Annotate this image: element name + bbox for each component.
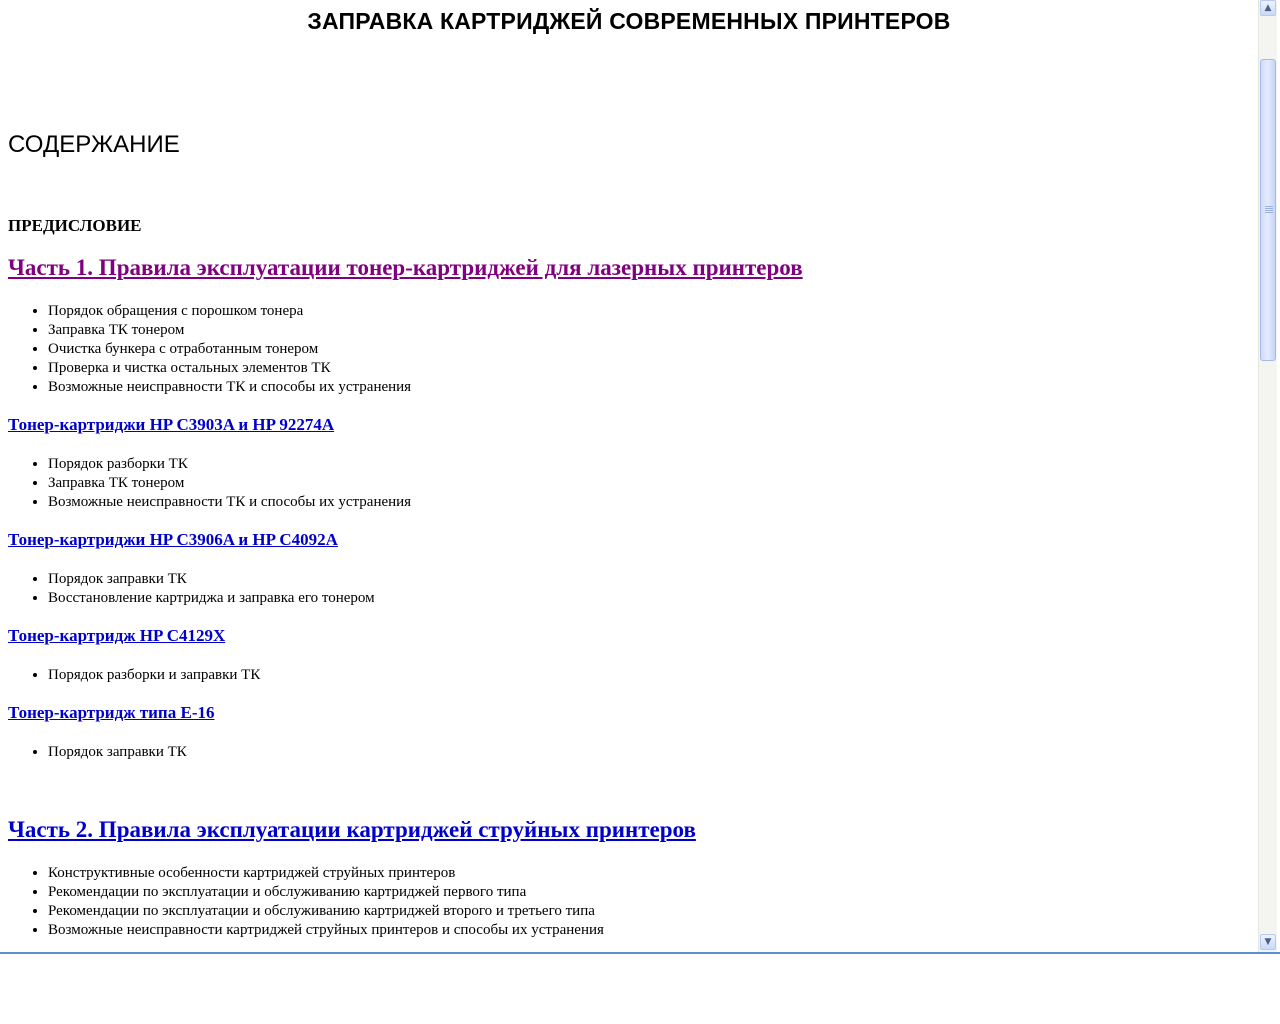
list-item: • Возможные неисправности картриджей струйных принтеров и способы их устранения [48, 921, 604, 940]
list-item: • Порядок разборки ТК [48, 455, 411, 474]
list-item: • Порядок заправки ТК [48, 743, 187, 762]
section-c3906a-list [0, 570, 375, 608]
list-item: • Конструктивные особенности картриджей струйных принтеров [48, 864, 604, 883]
scroll-up-button[interactable] [1260, 0, 1276, 16]
preface-heading: ПРЕДИСЛОВИЕ [8, 216, 142, 235]
section-link-c4129x[interactable]: Тонер-картридж HP C4129X [8, 626, 226, 645]
part1-link[interactable]: Часть 1. Правила эксплуатации тонер-картриджей для лазерных принтеров [8, 255, 803, 280]
list-item: • Заправка ТК тонером [48, 474, 411, 493]
section-e16-list [0, 743, 187, 762]
section-link-c3906a[interactable]: Тонер-картриджи HP C3906A и HP C4092A [8, 530, 338, 549]
list-item: • Очистка бункера с отработанным тонером [48, 340, 411, 359]
list-item: • Заправка ТК тонером [48, 321, 411, 340]
list-item: • Возможные неисправности ТК и способы их устранения [48, 493, 411, 512]
list-item: • Порядок разборки и заправки ТК [48, 666, 260, 685]
list-item: • Возможные неисправности ТК и способы их устранения [48, 378, 411, 397]
scrollbar-thumb[interactable] [1260, 59, 1276, 361]
toc-heading: СОДЕРЖАНИЕ [8, 131, 180, 158]
list-item: • Рекомендации по эксплуатации и обслуживанию картриджей второго и третьего типа [48, 902, 604, 921]
section-link-e16[interactable]: Тонер-картридж типа E-16 [8, 703, 215, 722]
part1-list [0, 302, 411, 397]
list-item: • Восстановление картриджа и заправка его тонером [48, 589, 375, 608]
list-item: • Порядок заправки ТК [48, 570, 375, 589]
section-link-c3903a[interactable]: Тонер-картриджи HP C3903A и HP 92274A [8, 415, 335, 434]
section-c3903a-list [0, 455, 411, 512]
list-item: • Проверка и чистка остальных элементов ТК [48, 359, 411, 378]
part2-list [0, 864, 604, 940]
list-item: • Порядок обращения с порошком тонера [48, 302, 411, 321]
vertical-scrollbar[interactable] [1258, 0, 1277, 952]
lower-frame [0, 954, 1280, 1024]
chevron-up-icon: ▲ [1264, 3, 1272, 13]
list-item: • Рекомендации по эксплуатации и обслуживанию картриджей первого типа [48, 883, 604, 902]
grip-icon [1265, 206, 1273, 214]
page-title: ЗАПРАВКА КАРТРИДЖЕЙ СОВРЕМЕННЫХ ПРИНТЕРОВ [307, 8, 951, 34]
part2-link[interactable]: Часть 2. Правила эксплуатации картриджей струйных принтеров [8, 817, 696, 842]
chevron-down-icon: ▼ [1264, 937, 1272, 947]
section-c4129x-list [0, 666, 260, 685]
scroll-down-button[interactable] [1260, 934, 1276, 950]
